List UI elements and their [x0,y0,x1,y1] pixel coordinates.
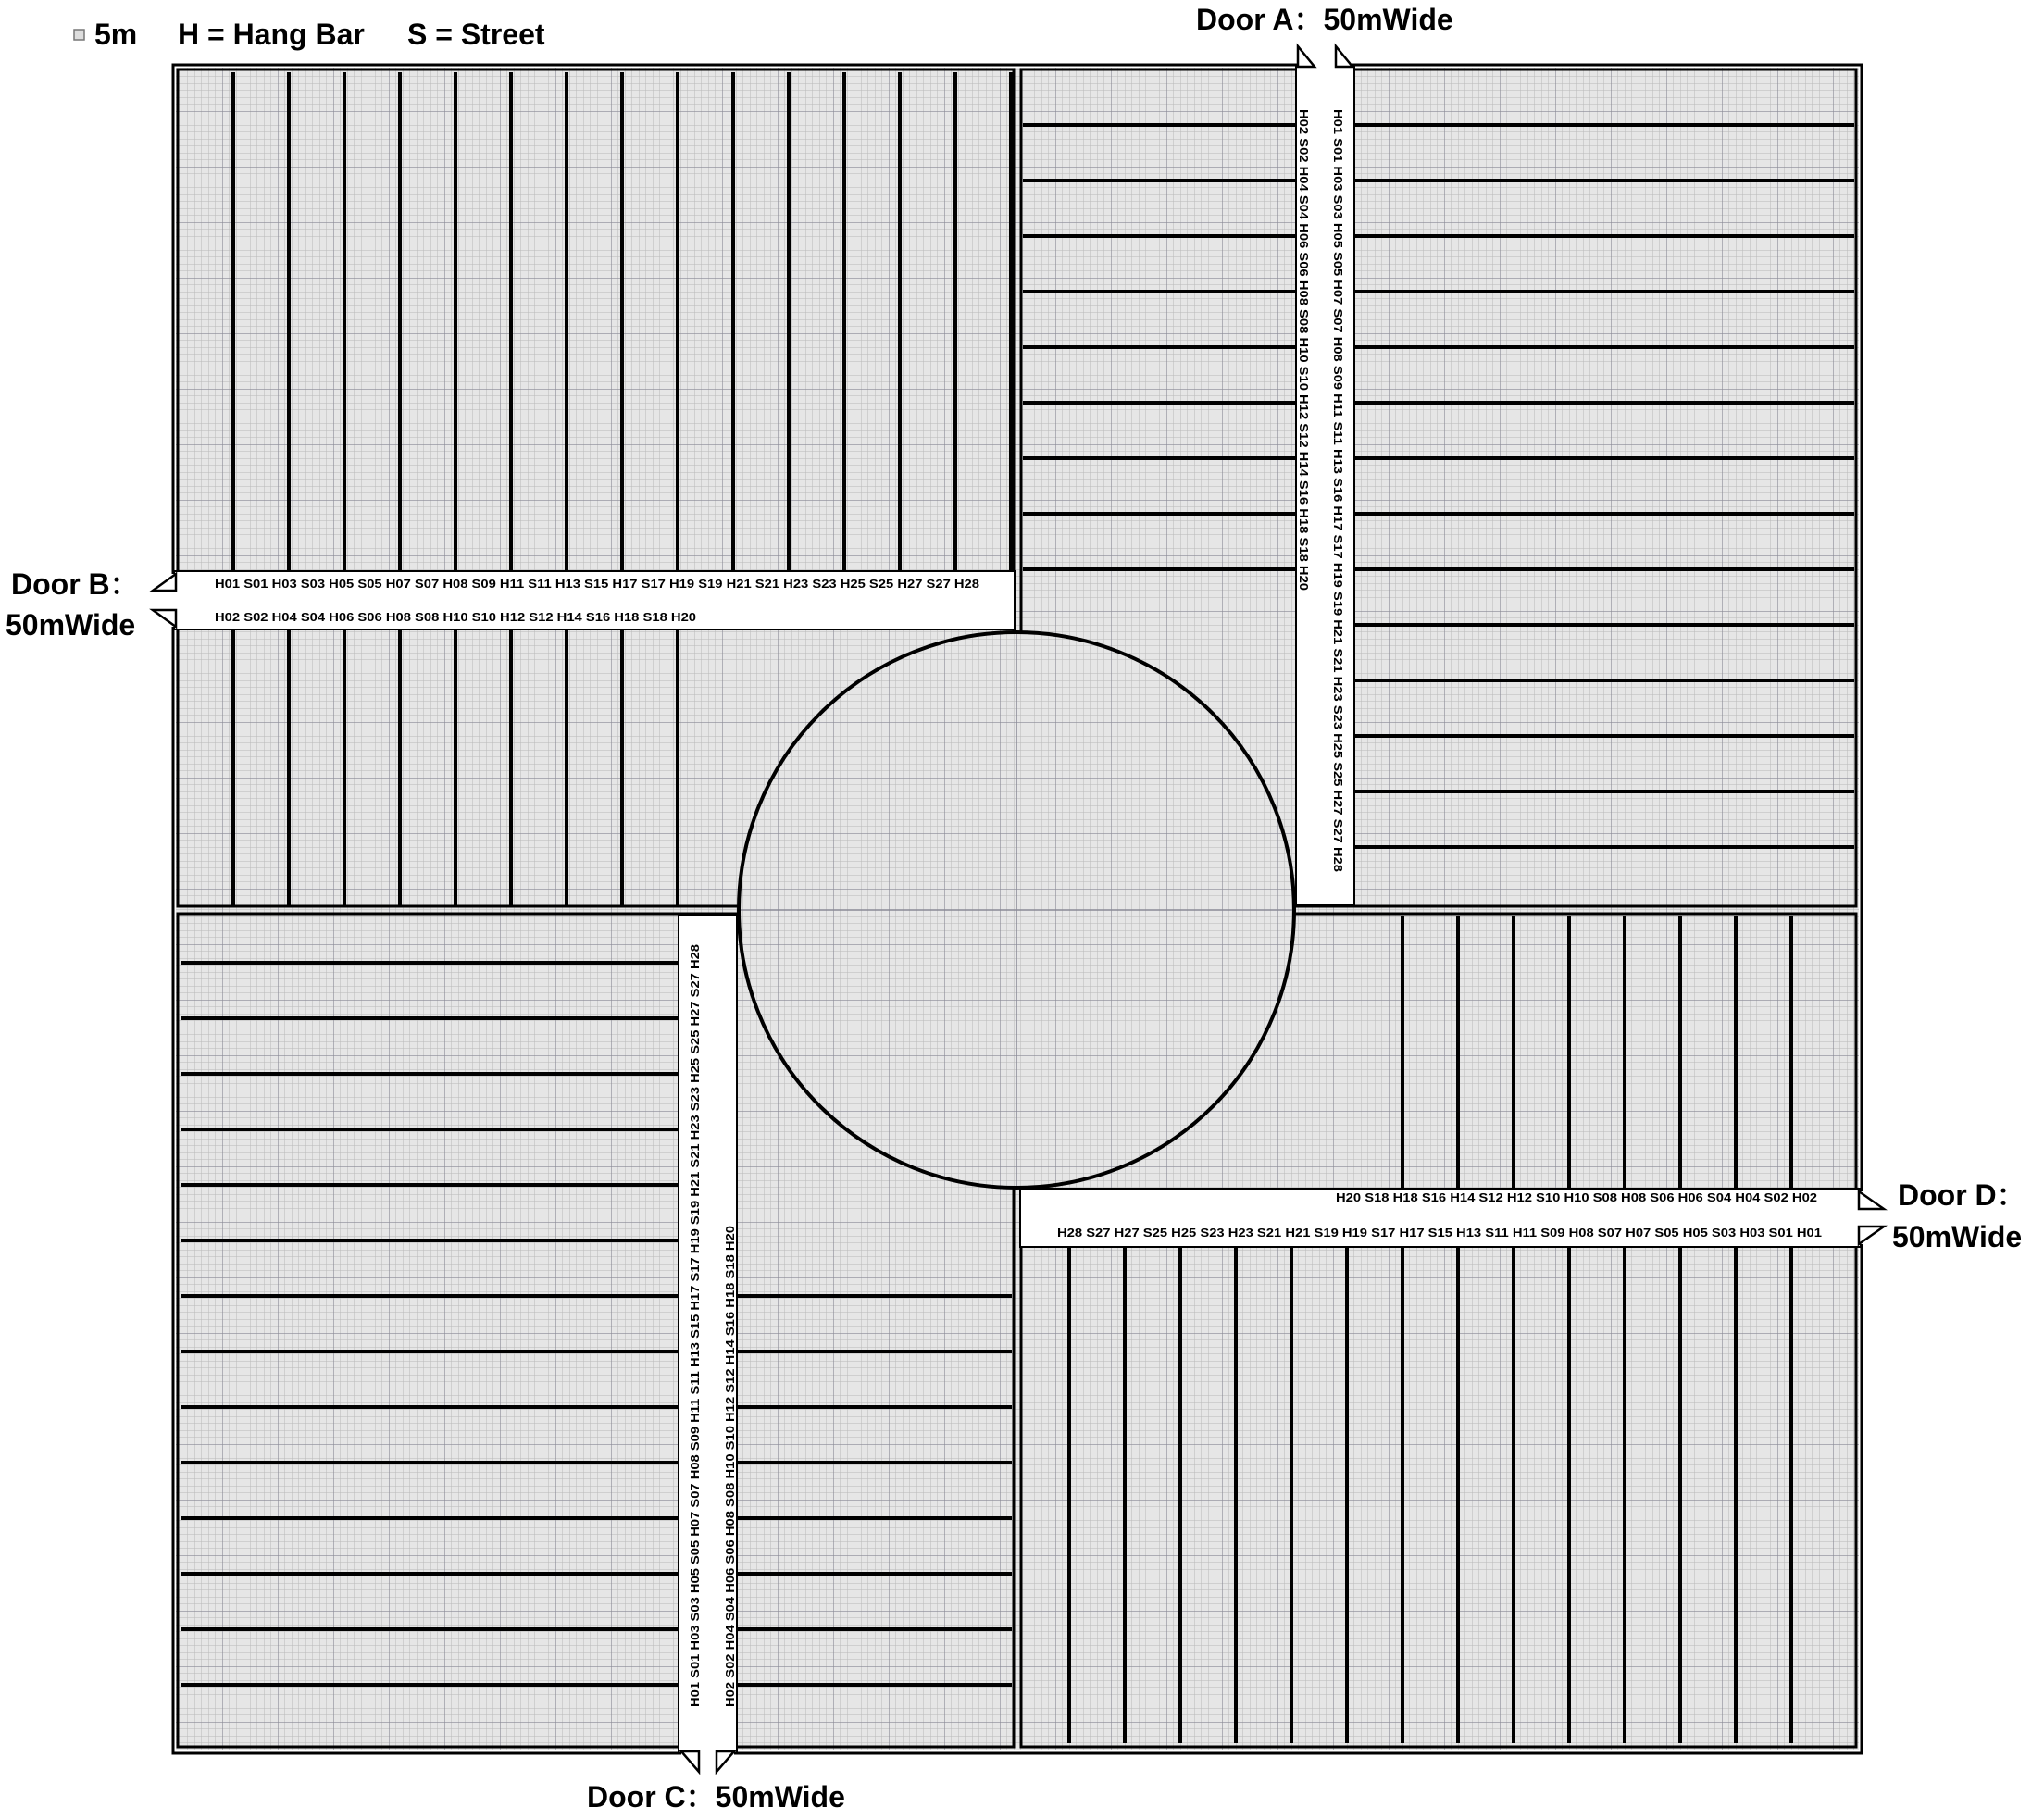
door-d-label-line2: 50mWide [1892,1220,2023,1253]
aisle-label-door-c-right: H02 S02 H04 S04 H06 S06 H08 S08 H10 S10 H12 S12 H14 S16 H18 S18 H20 [724,1300,737,1707]
legend-hang-bar: H = Hang Bar [178,18,365,51]
aisle-label-door-d-top: H20 S18 H18 S16 H14 S12 H12 S10 H10 S08 H08 S06 H06 S04 H04 S02 H02 [1336,1191,1818,1204]
door-c-label: Door C：50mWide [587,1780,845,1813]
door-b-label-line2: 50mWide [6,608,136,642]
door-a-marker [1298,46,1352,69]
door-b-marker [153,574,176,627]
door-c-marker [681,1749,734,1772]
door-d-marker [1859,1191,1884,1244]
legend-street: S = Street [407,18,545,51]
central-plaza [739,632,1294,1188]
scale-square-icon [74,30,84,40]
aisle-label-door-b-top: H01 S01 H03 S03 H05 S05 H07 S07 H08 S09 H11 S11 H13 S15 H17 S17 H19 S19 H21 S21 H23 S23 H25 S25 H27 S27 H28 [215,578,980,591]
aisle-label-door-d-bottom: H28 S27 H27 S25 H25 S23 H23 S21 H21 S19 H19 S17 H17 S15 H13 S11 H11 S09 H08 S07 H07 S05 H05 S03 H03 S01 H01 [1057,1227,1823,1240]
aisle-label-door-a-left: H02 S02 H04 S04 H06 S06 H08 S08 H10 S10 H12 S12 H14 S16 H18 S18 H20 [1297,109,1310,517]
door-b-label-line1: Door B： [11,567,140,601]
door-d-label-line1: Door D： [1898,1178,2026,1212]
door-a-label: Door A：50mWide [1196,3,1453,36]
legend-scale: 5m [94,18,138,51]
aisle-label-door-b-bottom: H02 S02 H04 S04 H06 S06 H08 S08 H10 S10 H12 S12 H14 S16 H18 S18 H20 [215,611,697,624]
aisle-label-door-a-right: H01 S01 H03 S03 H05 S05 H07 S07 H08 S09 H11 S11 H13 S16 H17 S17 H19 S19 H21 S21 H23 S23 H25 S25 H27 S27 H28 [1331,109,1344,757]
aisle-label-door-c-left: H01 S01 H03 S03 H05 S05 H07 S07 H08 S09 H11 S11 H13 S15 H17 S17 H19 S19 H21 S21 H23 S23 H25 S25 H27 S27 H28 [689,1059,702,1707]
